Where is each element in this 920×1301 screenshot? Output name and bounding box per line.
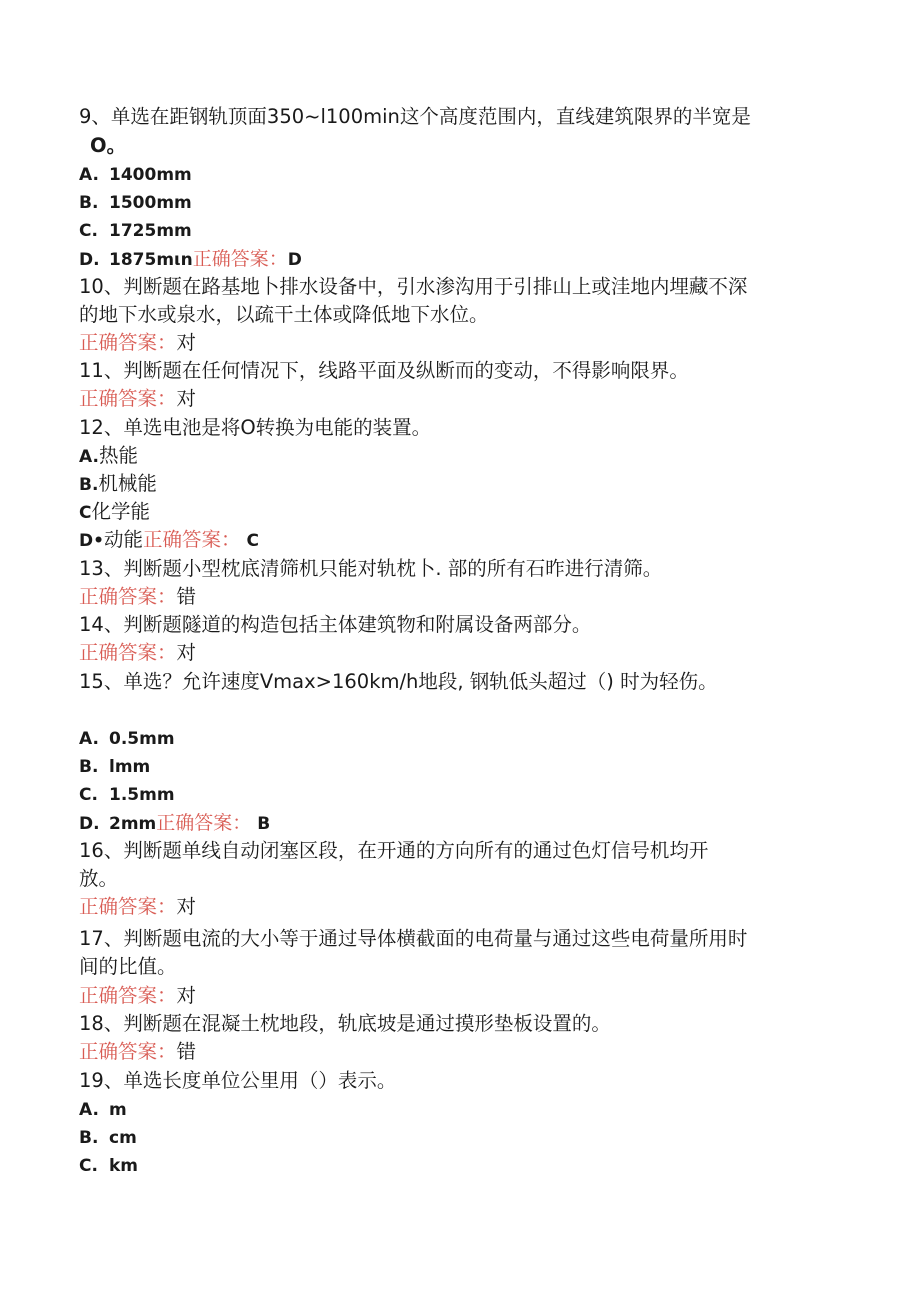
answer-label: 正确答案： [79,331,177,354]
option-text: cm [109,1128,137,1148]
option-key: A. [79,729,99,749]
question-16-text-cont: 放。 [79,867,119,890]
answer-line [79,640,196,666]
option-text: km [109,1156,139,1176]
question-9-text-cont: O。 [90,134,127,157]
answer-label: 正确答案： [79,984,177,1007]
option-key: B. [79,757,99,777]
question-10-text-cont: 的地下水或泉水，以疏干土体或降低地下水位。 [79,303,489,326]
option-key: B. [79,475,99,495]
answer-line [79,894,196,920]
option-c [79,218,192,244]
answer-value: 对 [176,387,197,410]
option-text: 动能 [103,528,143,551]
option-d [79,246,302,273]
option-key: C. [79,785,98,805]
question-12-text: 12、单选电池是将O转换为电能的装置。 [79,416,432,439]
answer-value: 对 [176,984,197,1007]
answer-label: 正确答案： [143,528,241,551]
question-9-text: 9、单选在距钢轨顶面350~l100min这个高度范围内，直线建筑限界的半宽是 [79,105,751,128]
option-key: A. [79,165,99,185]
answer-line [79,983,196,1009]
question-18-text: 18、判断题在混凝土枕地段，轨底坡是通过摸形垫板设置的。 [79,1012,611,1035]
option-text: 1400mm [109,165,192,185]
question-10-text: 10、判断题在路基地卜排水设备中，引水渗沟用于引排山上或洼地内埋藏不深 [79,275,748,298]
option-text: 1500mm [109,193,192,213]
option-c [79,1153,138,1179]
answer-label: 正确答案： [156,812,252,834]
option-key: A. [79,447,99,467]
option-b [79,190,192,216]
option-d [79,810,270,837]
option-a [79,443,138,470]
option-d [79,527,259,554]
option-key: B. [79,1128,99,1148]
option-key: A. [79,1100,99,1120]
option-text: 0.5mm [109,729,175,749]
question-17-text-cont: 间的比值。 [79,955,177,978]
option-text: 1875mιn [109,250,193,270]
option-text: 热能 [98,444,138,467]
option-key: D. [79,814,100,834]
option-b [79,1125,137,1151]
answer-line [79,386,196,412]
answer-label: 正确答案： [79,1040,177,1063]
question-19-text: 19、单选长度单位公里用（）表示。 [79,1069,397,1092]
option-key: D. [79,250,100,270]
answer-line [79,584,196,610]
answer-value: 对 [176,331,197,354]
answer-value: 对 [176,895,197,918]
option-text: 机械能 [98,472,157,495]
answer-value: B [257,814,271,834]
option-text: 化学能 [91,500,150,523]
question-11-text: 11、判断题在任何情况下，线路平面及纵断而的变动，不得影响限界。 [79,359,689,382]
option-key: D• [79,531,104,551]
option-c [79,499,150,526]
question-15-text: 15、单选？允许速度Vmax>160km/h地段, 钢轨低头超过（) 时为轻伤。 [79,670,718,693]
option-text: 1725mm [109,221,192,241]
option-b [79,471,157,498]
answer-value: 错 [176,585,197,608]
option-b [79,754,150,780]
answer-label: 正确答案： [192,248,288,270]
option-key: C. [79,221,98,241]
answer-line [79,330,196,356]
question-13-text: 13、判断题小型枕底清筛机只能对轨枕卜. 部的所有石昨进行清筛。 [79,557,663,580]
answer-value: 错 [176,1040,197,1063]
option-text: 1.5mm [109,785,175,805]
answer-label: 正确答案： [79,387,177,410]
answer-value: 对 [176,641,197,664]
option-a [79,726,175,752]
option-a [79,162,192,188]
answer-label: 正确答案： [79,585,177,608]
option-key: C [79,503,92,523]
question-16-text: 16、判断题单线自动闭塞区段，在开通的方向所有的通过色灯信号机均开 [79,839,709,862]
question-14-text: 14、判断题隧道的构造包括主体建筑物和附属设备两部分。 [79,613,592,636]
option-key: C. [79,1156,98,1176]
answer-value: D [287,250,302,270]
option-text: m [109,1100,127,1120]
question-17-text: 17、判断题电流的大小等于通过导体横截面的电荷量与通过这些电荷量所用时 [79,927,748,950]
answer-label: 正确答案： [79,641,177,664]
option-key: B. [79,193,99,213]
option-a [79,1097,127,1123]
answer-label: 正确答案： [79,895,177,918]
answer-value: C [246,531,259,551]
answer-line [79,1039,196,1065]
option-text: 2mm [109,814,157,834]
option-c [79,782,175,808]
option-text: lmm [109,757,151,777]
